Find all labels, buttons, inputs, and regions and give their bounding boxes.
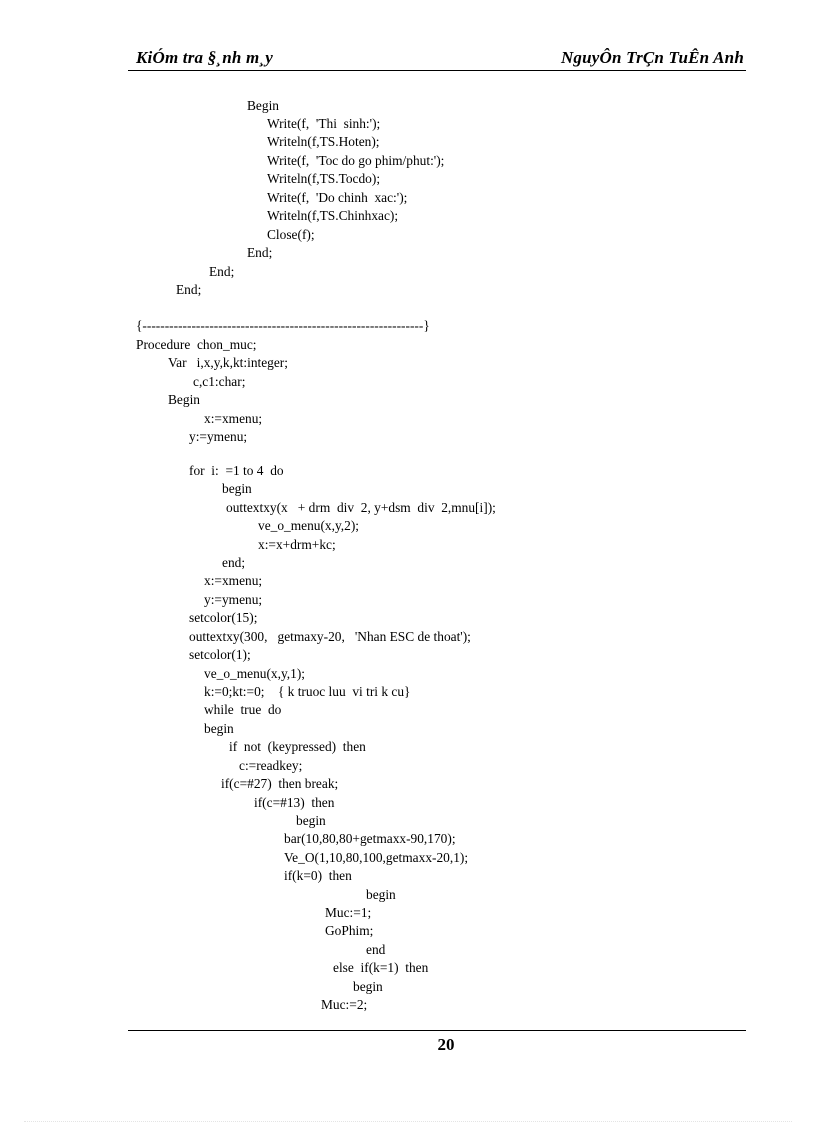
code-line: setcolor(15); [189, 610, 258, 625]
code-line: End; [247, 245, 273, 260]
code-listing [0, 97, 816, 1022]
header-rule [128, 70, 746, 71]
code-line: Write(f, 'Toc do go phim/phut:'); [267, 153, 445, 168]
code-line: if not (keypressed) then [229, 739, 366, 754]
code-line: begin [353, 979, 383, 994]
code-line: Begin [247, 98, 279, 113]
code-line: if(k=0) then [284, 868, 352, 883]
code-line: c,c1:char; [193, 374, 246, 389]
code-line: Writeln(f,TS.Hoten); [267, 134, 380, 149]
code-line: k:=0;kt:=0; { k truoc luu vi tri k cu} [204, 684, 411, 699]
code-line: Ve_O(1,10,80,100,getmaxx-20,1); [284, 850, 469, 865]
page-edge [24, 1121, 792, 1122]
footer-rule [128, 1030, 746, 1031]
code-line: Procedure chon_muc; [136, 337, 257, 352]
code-line: end; [222, 555, 246, 570]
code-line: y:=ymenu; [204, 592, 263, 607]
code-separator: {---------------------------------------------------------------} [136, 318, 430, 333]
code-line: Close(f); [267, 227, 315, 242]
code-line: begin [296, 813, 326, 828]
page-number: 20 [437, 1035, 455, 1054]
code-line: else if(k=1) then [333, 960, 429, 975]
code-line: Write(f, 'Thi sinh:'); [267, 116, 381, 131]
code-line: ve_o_menu(x,y,2); [258, 518, 360, 533]
code-line: while true do [204, 702, 282, 717]
code-line: Writeln(f,TS.Tocdo); [267, 171, 381, 186]
code-line: GoPhim; [325, 923, 374, 938]
code-line: for i: =1 to 4 do [189, 463, 284, 478]
code-line: y:=ymenu; [189, 429, 248, 444]
code-line: end [366, 942, 386, 957]
code-line: begin [204, 721, 234, 736]
header-author-name: NguyÔn TrÇn TuÊn Anh [560, 48, 744, 67]
code-line: bar(10,80,80+getmaxx-90,170); [284, 831, 456, 846]
code-line: Begin [168, 392, 200, 407]
code-line: Muc:=1; [325, 905, 372, 920]
header-document-title: KiÓm tra §¸nh m¸y [136, 48, 274, 67]
code-line: if(c=#13) then [254, 795, 335, 810]
code-line: c:=readkey; [239, 758, 303, 773]
code-line: if(c=#27) then break; [221, 776, 339, 791]
code-line: End; [176, 282, 202, 297]
code-line: Writeln(f,TS.Chinhxac); [267, 208, 399, 223]
code-line: begin [366, 887, 396, 902]
code-line: outtextxy(300, getmaxy-20, 'Nhan ESC de thoat'); [189, 629, 471, 644]
code-line: Var i,x,y,k,kt:integer; [168, 355, 288, 370]
code-line: setcolor(1); [189, 647, 251, 662]
code-line: x:=xmenu; [204, 573, 263, 588]
code-line: x:=xmenu; [204, 411, 263, 426]
code-line: Write(f, 'Do chinh xac:'); [267, 190, 408, 205]
code-line: End; [209, 264, 235, 279]
code-line: begin [222, 481, 252, 496]
code-line: x:=x+drm+kc; [258, 537, 336, 552]
code-line: outtextxy(x + drm div 2, y+dsm div 2,mnu[i]); [226, 500, 496, 515]
code-line: Muc:=2; [321, 997, 368, 1012]
code-line: ve_o_menu(x,y,1); [204, 666, 306, 681]
